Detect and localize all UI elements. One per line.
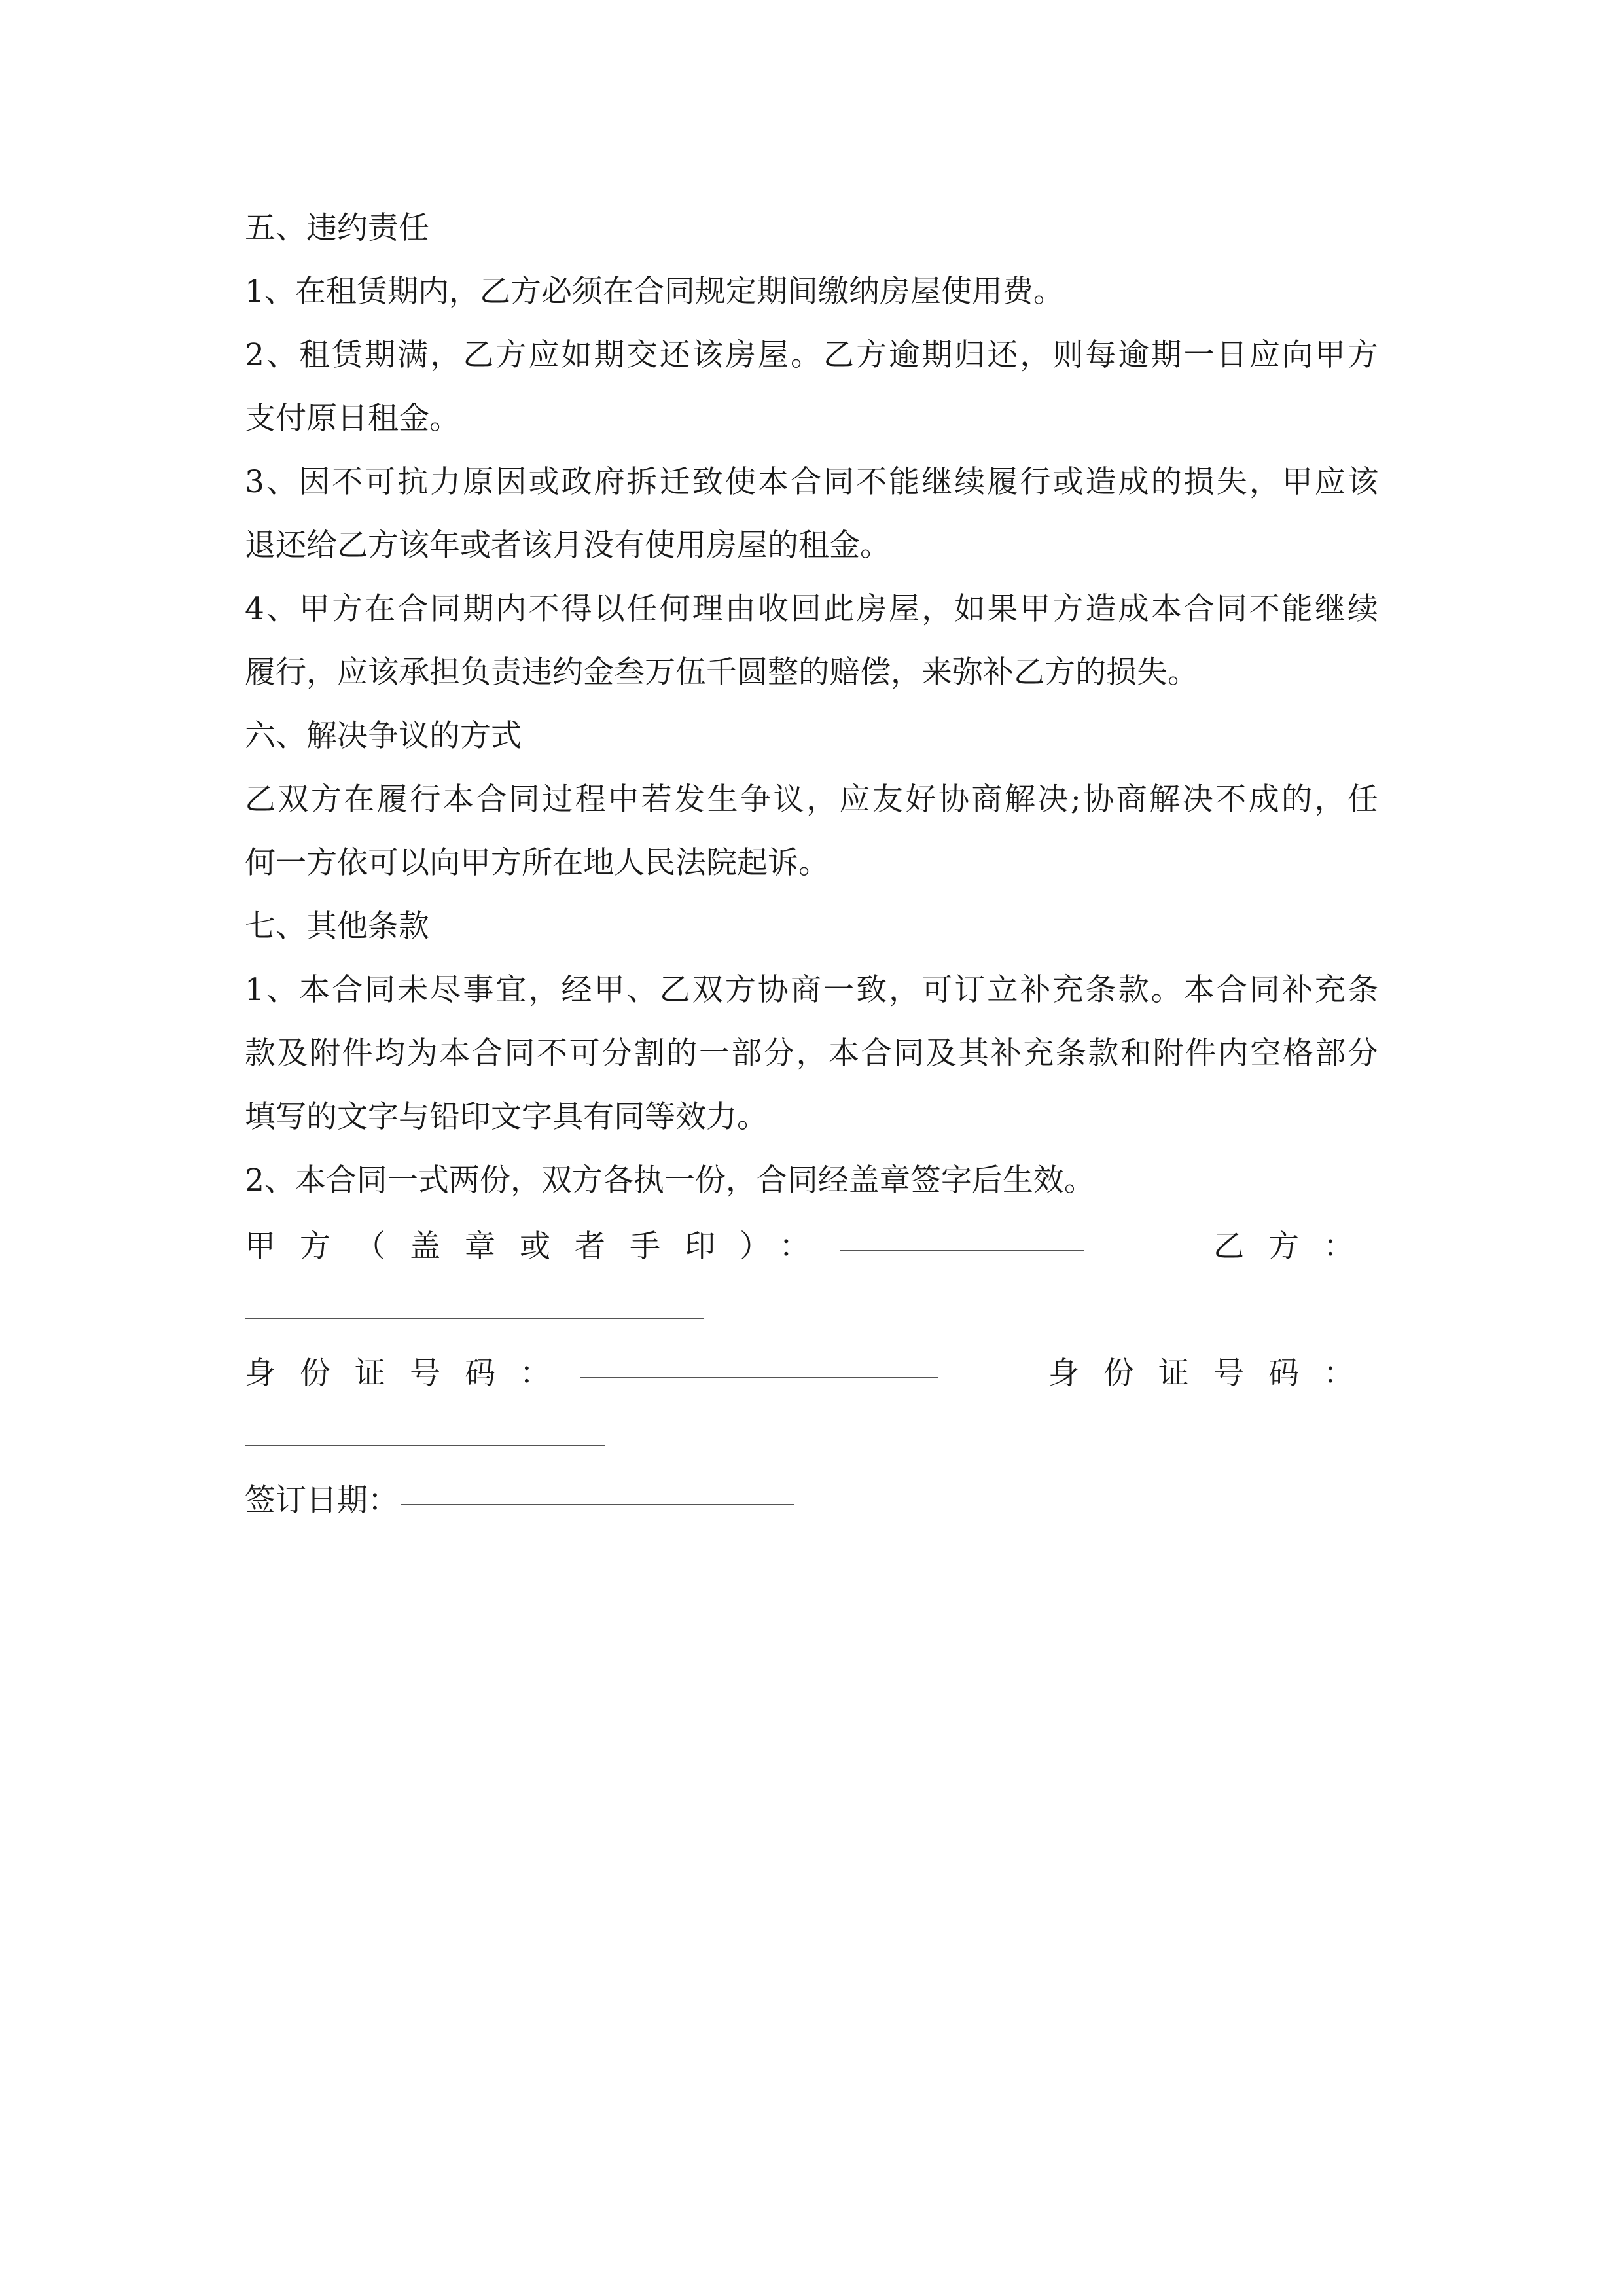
contract-body <box>245 196 1378 1530</box>
clause-7-1-cont: 款及附件均为本合同不可分割的一部分，本合同及其补充条款和附件内空格部分 <box>245 1035 1378 1071</box>
clause-7-1-end: 填写的文字与铅印文字具有同等效力。 <box>245 1099 768 1135</box>
sign-date-blank[interactable] <box>401 1491 794 1505</box>
party-b-signature-line <box>245 1276 1378 1339</box>
sign-date-row <box>245 1466 1378 1530</box>
party-b-label: 乙方： <box>1213 1229 1378 1265</box>
party-signature-row <box>245 1212 1378 1276</box>
section-heading-breach: 五、违约责任 <box>245 210 429 246</box>
party-b-id-blank[interactable] <box>245 1432 605 1446</box>
party-a-signature-blank[interactable] <box>840 1237 1084 1251</box>
clause-6-cont: 何一方依可以向甲方所在地人民法院起诉。 <box>245 845 829 881</box>
clause-5-4: 4、甲方在合同期内不得以任何理由收回此房屋，如果甲方造成本合同不能继续 <box>245 591 1378 627</box>
clause-5-2-cont: 支付原日租金。 <box>245 401 460 437</box>
clause-5-2: 2、租赁期满，乙方应如期交还该房屋。乙方逾期归还，则每逾期一日应向甲方 <box>245 337 1378 373</box>
id-number-row <box>245 1339 1378 1403</box>
clause-6: 乙双方在履行本合同过程中若发生争议，应友好协商解决;协商解决不成的，任 <box>245 781 1378 817</box>
clause-5-3-cont: 退还给乙方该年或者该月没有使用房屋的租金。 <box>245 528 891 564</box>
section-heading-dispute: 六、解决争议的方式 <box>245 718 522 754</box>
clause-5-3: 3、因不可抗力原因或政府拆迁致使本合同不能继续履行或造成的损失，甲应该 <box>245 464 1378 500</box>
party-a-id-label: 身份证号码： <box>245 1355 575 1391</box>
clause-7-2: 2、本合同一式两份，双方各执一份，合同经盖章签字后生效。 <box>245 1162 1095 1198</box>
section-heading-other: 七、其他条款 <box>245 908 429 944</box>
party-b-signature-blank[interactable] <box>245 1305 704 1319</box>
clause-7-1: 1、本合同未尽事宜，经甲、乙双方协商一致，可订立补充条款。本合同补充条 <box>245 972 1378 1008</box>
clause-5-1: 1、在租赁期内，乙方必须在合同规定期间缴纳房屋使用费。 <box>245 274 1064 310</box>
sign-date-label: 签订日期： <box>245 1482 399 1518</box>
party-b-id-line <box>245 1403 1378 1466</box>
party-b-id-label: 身份证号码： <box>1048 1355 1378 1391</box>
party-a-label: 甲方（盖章或者手印）： <box>245 1229 834 1265</box>
clause-5-4-cont: 履行，应该承担负责违约金叁万伍千圆整的赔偿，来弥补乙方的损失。 <box>245 655 1198 691</box>
party-a-id-blank[interactable] <box>580 1364 938 1378</box>
